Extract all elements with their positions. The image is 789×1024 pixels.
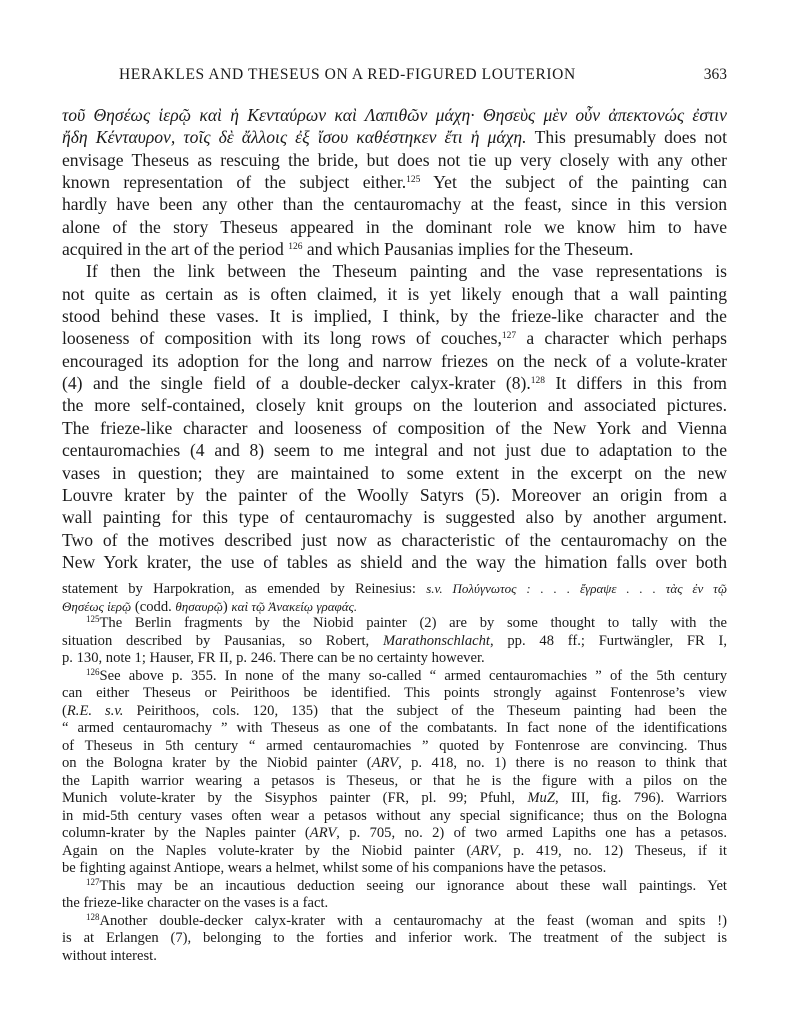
footnote-line: Θησέως ἱερῷ (codd. θησαυρῷ) καὶ τῷ Ἀνακείῳ γραφάς. xyxy=(62,598,358,615)
footnote-line: Munich volute-krater by the Sisyphos painter (FR, pl. 99; Pfuhl, MuZ, III, fig. 796). Warriors xyxy=(62,790,727,806)
footnote-line: p. 130, note 1; Hauser, FR II, p. 246. There can be no certainty however. xyxy=(62,650,485,666)
footnote-ref[interactable]: 128 xyxy=(530,376,546,387)
text-line: encouraged its adoption for the long and narrow friezes on the neck of a volute-krater xyxy=(62,350,727,371)
text-line xyxy=(62,104,727,126)
text-line: stood behind these vases. It is implied, I think, by the frieze-like character and the xyxy=(62,306,727,327)
footnotes xyxy=(62,580,727,965)
text-line: Louvre krater by the painter of the Woolly Satyrs (5). Moreover an origin from a xyxy=(62,484,727,505)
footnote-number: 126 xyxy=(86,666,100,677)
text-line: known representation of the subject either.$^{125}$ Yet the subject of the painting can xyxy=(62,172,727,193)
footnote-line: in mid-5th century vases often wear a petasos without any special significance; thus on the Bologna xyxy=(62,807,727,824)
footnote-line: (R.E. s.v. Peirithoos, cols. 120, 135) that the subject of the Theseum painting had been the xyxy=(62,702,727,719)
text-line: hardly have been any other than the centauromachy at the feast, since in this version xyxy=(62,194,727,215)
text-line: New York krater, the use of tables as shield and the way the himation falls over both xyxy=(62,551,727,572)
footnote-line: the Lapith warrior wearing a petasos is Theseus, or that he is the figure with a pilos on the xyxy=(62,772,727,789)
footnote-line: situation described by Pausanias, so Robert, Marathonschlacht, pp. 48 ff.; Furtwängler, FR I, xyxy=(62,632,727,649)
footnote-ref[interactable]: 126 xyxy=(288,242,303,253)
footnote-line: of Theseus in 5th century “ armed centauromachies ” quoted by Fontenrose are convincing. Thus xyxy=(62,737,727,754)
footnote-line: statement by Harpokration, as emended by Reinesius: s.v. Πολύγνωτος : . . . ἔγραψε . . . τὰς ἐν τῷ xyxy=(62,581,728,597)
text-line: ἤδη Κένταυρον, τοῖς δὲ ἄλλοις ἐξ ἴσου καθέστηκεν ἔτι ἡ μάχη. This presumably does not xyxy=(62,127,727,148)
text-line: alone of the story Theseus appeared in the dominant role we know him to have xyxy=(62,216,727,237)
text-line: centauromachies (4 and 8) seem to me integral and not just due to adaptation to the xyxy=(62,440,727,461)
text-line: (4) and the single field of a double-decker calyx-krater (8).$^{128}$ It differs in this from xyxy=(62,373,727,394)
footnote-126: $^{126}$See above p. 355. In none of the many so-called “ armed centauromachies ” of the 5th century xyxy=(86,666,727,684)
footnote-line: can either Theseus or Peirithoos be identified. This points strongly against Fontenrose’s view xyxy=(62,685,727,701)
text-line: acquired in the art of the period $^{126}$ and which Pausanias implies for the Theseum. xyxy=(62,239,634,260)
footnote-number: 127 xyxy=(86,876,100,887)
footnote-line: without interest. xyxy=(62,947,157,964)
footnote-line: “ armed centauromachy ” with Theseus as one of the combatants. In fact none of the identifications xyxy=(62,720,727,736)
footnote-line: the frieze-like character on the vases is a fact. xyxy=(62,895,329,911)
running-head xyxy=(62,66,727,88)
text-line: wall painting for this type of centauromachy is suggested also by another argument. xyxy=(62,507,727,528)
footnote-127: $^{127}$This may be an incautious deduction seeing our ignorance about these wall paintings. Yet xyxy=(86,876,727,894)
body-text xyxy=(62,104,727,573)
footnote-line: is at Erlangen (7), belonging to the forties and inferior work. The treatment of the subject is xyxy=(62,930,727,946)
text-line: envisage Theseus as rescuing the bride, but does not tie up very closely with any other xyxy=(62,149,727,170)
text-line: Two of the motives described just now as characteristic of the centauromachy on the xyxy=(62,529,727,550)
text-line: vases in question; they are maintained to some extent in the excerpt on the new xyxy=(62,462,727,483)
text-line: the more self-contained, closely knit groups on the louterion and associated pictures. xyxy=(62,395,727,416)
footnote-line: column-krater by the Naples painter (ARV, p. 705, no. 2) of two armed Lapiths one has a petasos. xyxy=(62,825,727,841)
footnote-number: 125 xyxy=(86,614,100,624)
greek-quotation: ἤδη Κένταυρον, τοῖς δὲ ἄλλοις ἐξ ἴσου καθέστηκεν ἔτι ἡ μάχη. xyxy=(62,127,527,148)
text-line: looseness of composition with its long rows of couches,$^{127}$ a character which perhaps xyxy=(62,328,727,349)
text-line: not quite as certain as is often claimed, it is yet likely enough that a wall painting xyxy=(62,283,727,304)
text-line: The frieze-like character and looseness of composition of the New York and Vienna xyxy=(62,417,727,438)
footnote-ref[interactable]: 125 xyxy=(406,175,421,186)
page-number: 363 xyxy=(703,66,727,83)
footnote-line: on the Bologna krater by the Niobid painter (ARV, p. 418, no. 1) there is no reason to think that xyxy=(62,755,727,771)
footnote-128: $^{128}$Another double-decker calyx-krater with a centauromachy at the feast (woman and spits !) xyxy=(86,911,727,929)
footnote-125: $^{125}$The Berlin fragments by the Niobid painter (2) are by some thought to tally with the xyxy=(86,614,727,631)
running-title: HERAKLES AND THESEUS ON A RED-FIGURED LOUTERION xyxy=(119,66,576,83)
greek-quotation: τοῦ Θησέως ἱερῷ καὶ ἡ Κενταύρων καὶ Λαπιθῶν μάχη· Θησεὺς μὲν οὖν ἀπεκτονώς ἐστιν xyxy=(62,105,727,125)
footnote-line: be fighting against Antiope, wears a helmet, whilst some of his companions have the petasos. xyxy=(62,860,607,876)
footnote-ref[interactable]: 127 xyxy=(501,331,517,342)
text-line: If then the link between the Theseum painting and the vase representations is xyxy=(86,261,727,282)
footnote-line: Again on the Naples volute-krater by the Niobid painter (ARV, p. 419, no. 12) Theseus, if it xyxy=(62,842,727,859)
footnote-number: 128 xyxy=(86,911,100,922)
